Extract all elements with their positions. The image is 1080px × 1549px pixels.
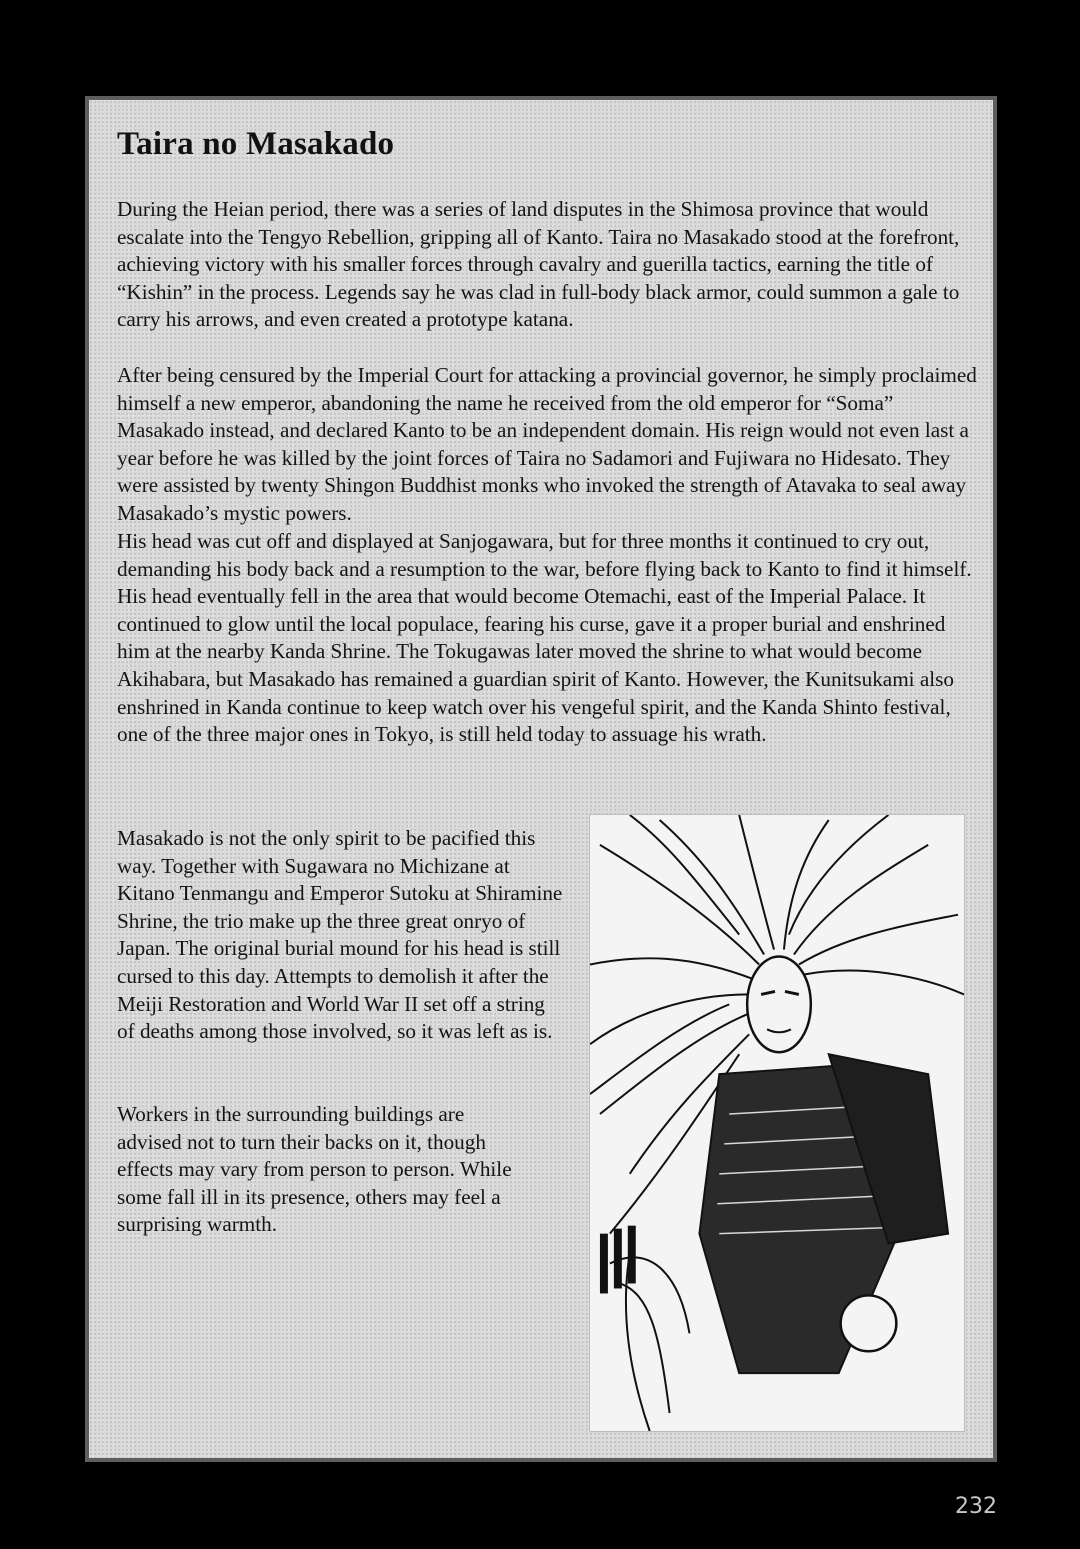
article-panel [85, 96, 997, 1462]
warrior-illustration [589, 814, 965, 1432]
page-number: 232 [955, 1494, 997, 1519]
article-title: Taira no Masakado [117, 126, 395, 162]
warrior-face [747, 957, 811, 1053]
paragraph-three-onryo: Masakado is not the only spirit to be pacified this way. Together with Sugawara no Michizane at Kitano Tenmangu and Emperor Sutoku at Shiramine Shrine, the trio make up the three great onryo of Japan. The original burial mound for his head is still cursed to this day. Attempts to demolish it after the Meiji Restoration and World War II set off a string of deaths among those involved, so it was left as is. [117, 826, 563, 1044]
paragraph-severed-head: His head was cut off and displayed at Sanjogawara, but for three months it continued to cry out, demanding his body back and a resumption to the war, before flying back to Kanto to find it himself. His head eventually fell in the area that would become Otemachi, east of the Imperial Palace. It continued to glow until the local populace, fearing his curse, gave it a proper burial and enshrined him at the nearby Kanda Shrine. The Tokugawas later moved the shrine to what would become Akihabara, but Masakado has remained a guardian spirit of Kanto. However, the Kunitsukami also enshrined in Kanda continue to keep watch over his vengeful spirit, and the Kanda Shinto festival, one of the three major ones in Tokyo, is still held today to assuage his wrath. [117, 529, 972, 747]
clenched-fist [841, 1295, 897, 1351]
horse-mane-blocks [600, 1226, 636, 1294]
paragraph-heian-period: During the Heian period, there was a series of land disputes in the Shimosa province that would escalate into the Tengyo Rebellion, gripping all of Kanto. Taira no Masakado stood at the forefront, achieving victory with his smaller forces through cavalry and guerilla tactics, earning the title of “Kishin” in the process. Legends say he was clad in full-body black armor, could summon a gale to carry his arrows, and even created a prototype katana. [117, 197, 960, 332]
paragraph-imperial-court: After being censured by the Imperial Court for attacking a provincial governor, he simply proclaimed himself a new emperor, abandoning the name he received from the old emperor for “Soma” Masakado instead, and declared Kanto to be an independent domain. His reign would not even last a year before he was killed by the joint forces of Taira no Sadamori and Fujiwara no Hidesato. They were assisted by twenty Shingon Buddhist monks who invoked the strength of Atavaka to seal away Masakado’s mystic powers. [117, 363, 977, 525]
warrior-ink-drawing [590, 815, 964, 1431]
paragraph-workers: Workers in the surrounding buildings are advised not to turn their backs on it, though effects may vary from person to person. While some fall ill in its presence, others may feel a surprising warmth. [117, 1102, 512, 1237]
